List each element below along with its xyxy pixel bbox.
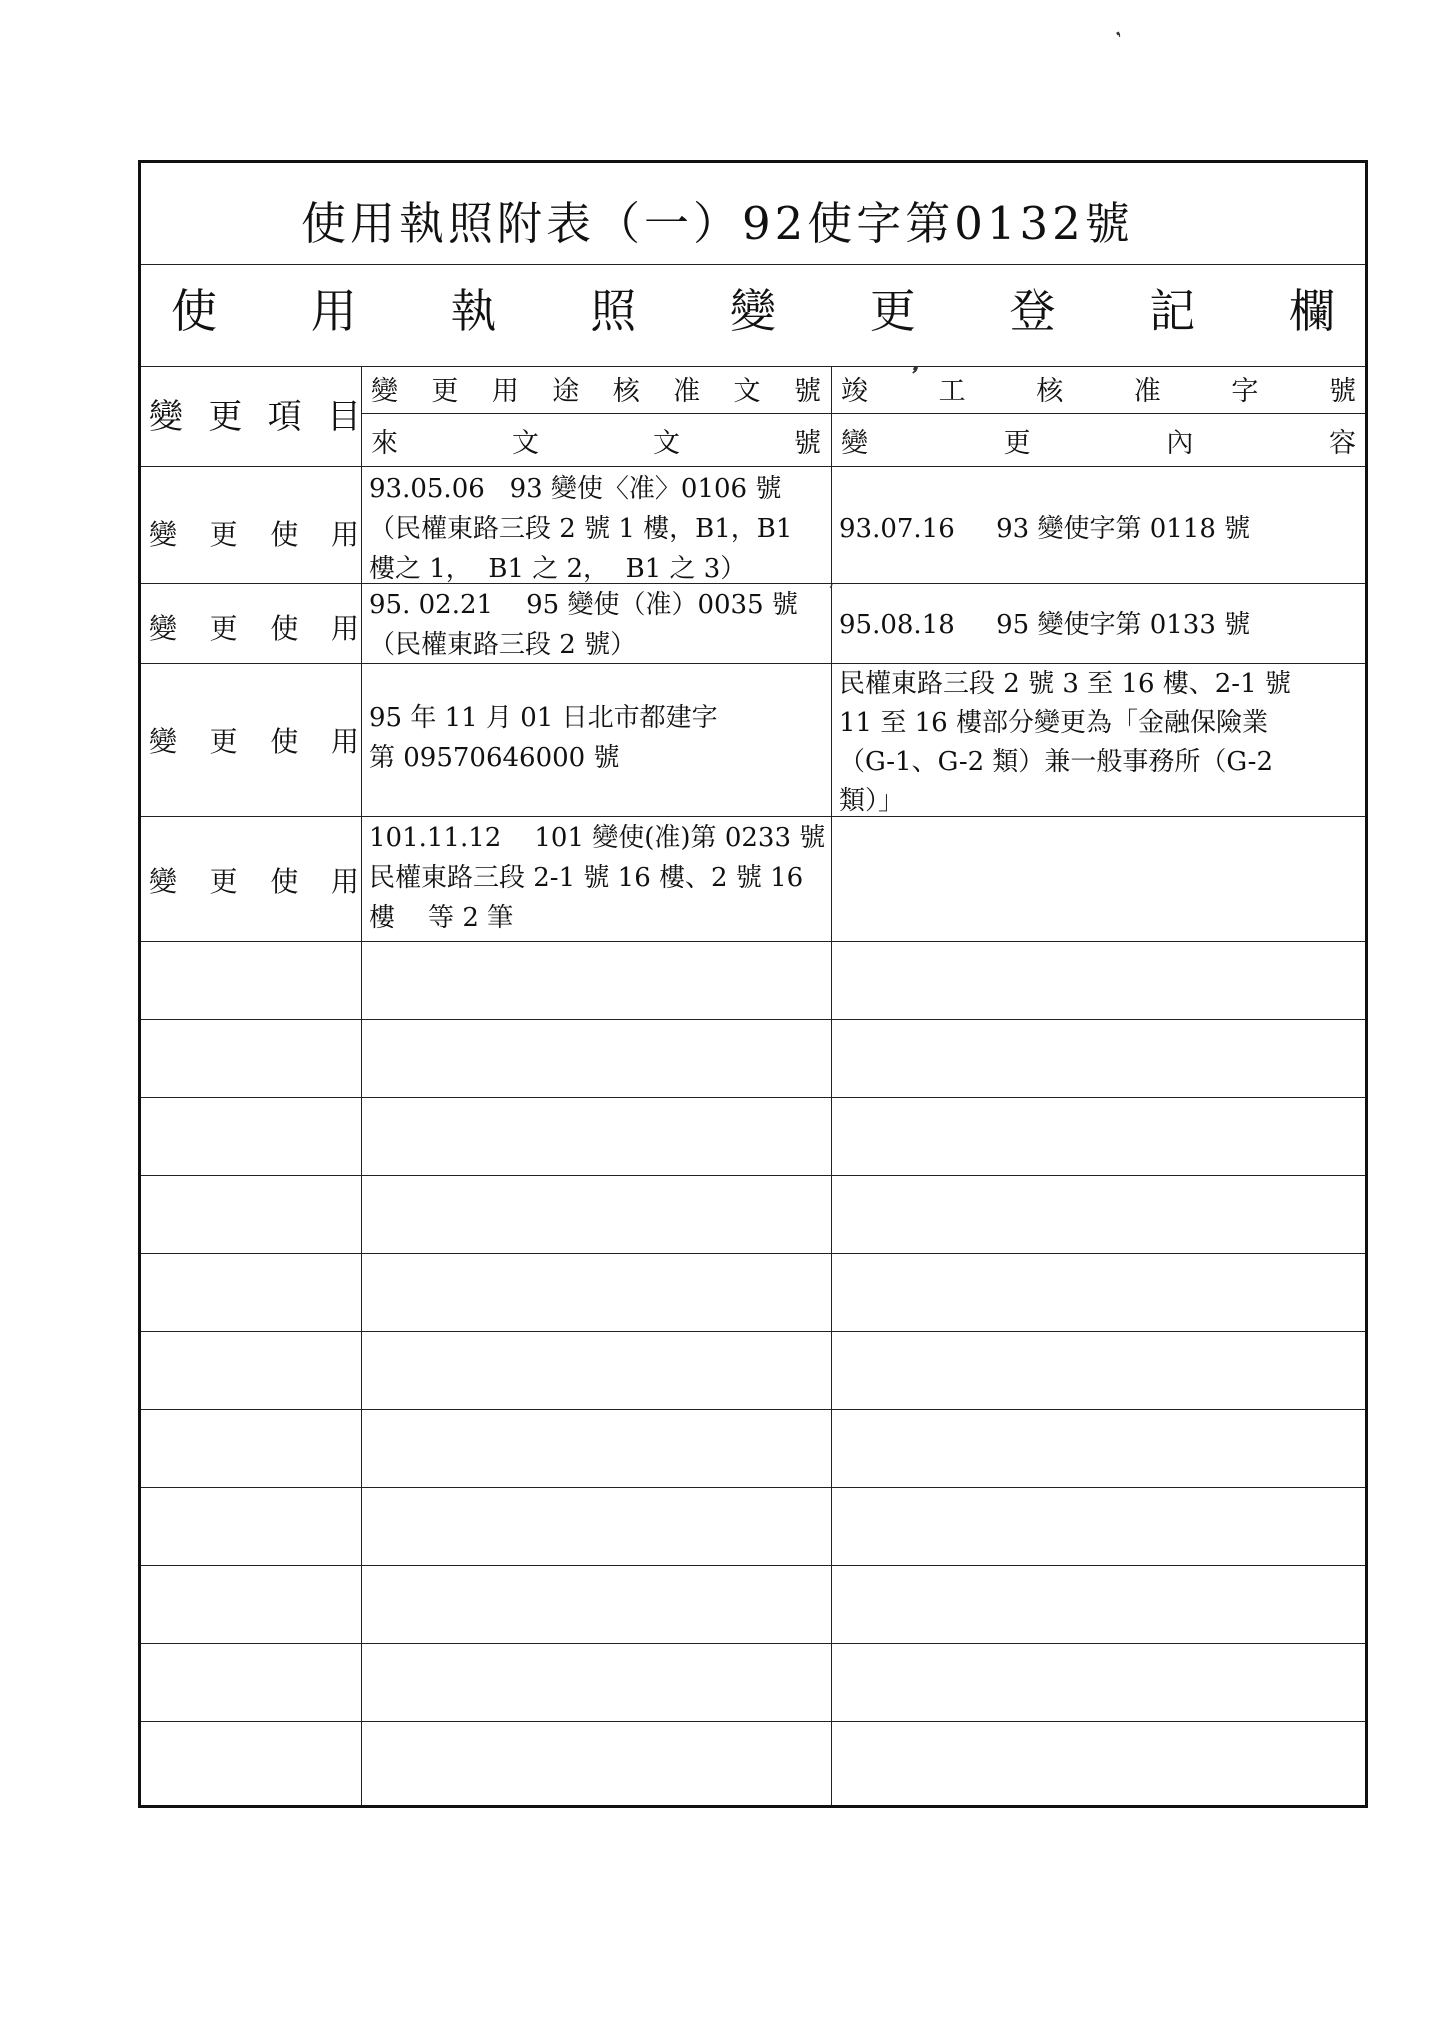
header-completion-no bbox=[841, 369, 1356, 408]
row-divider bbox=[141, 663, 1365, 664]
header-char: 號 bbox=[794, 428, 821, 459]
scan-speck: ❜ bbox=[1113, 27, 1128, 48]
item-char: 變 bbox=[149, 612, 178, 645]
subtitle-char: 記 bbox=[1149, 284, 1196, 338]
subtitle-char: 照 bbox=[590, 284, 637, 338]
header-char: 工 bbox=[938, 376, 966, 407]
item-char: 使 bbox=[270, 865, 299, 898]
row-content: 民權東路三段 2 號 3 至 16 樓、2-1 號 11 至 16 樓部分變更為「金融保險業 （G-1、G-2 類）兼一般事務所（G-2 類）」 bbox=[839, 669, 1291, 816]
header-char: 用 bbox=[491, 376, 519, 407]
item-char: 用 bbox=[330, 865, 359, 898]
row-change-item bbox=[149, 860, 359, 900]
item-char: 更 bbox=[209, 612, 238, 645]
item-char: 變 bbox=[149, 725, 178, 758]
subtitle-char: 變 bbox=[730, 284, 776, 338]
row-change-item bbox=[149, 607, 359, 647]
row-divider bbox=[141, 941, 1365, 942]
empty-row-divider bbox=[141, 1487, 1365, 1488]
item-char: 使 bbox=[270, 725, 299, 758]
header-char: 途 bbox=[552, 376, 580, 407]
subtitle-char: 登 bbox=[1009, 284, 1056, 338]
header-char: 更 bbox=[431, 376, 459, 407]
rule bbox=[141, 264, 1365, 265]
item-char: 用 bbox=[330, 725, 359, 758]
scan-speck: ❜ bbox=[904, 362, 922, 389]
rule bbox=[141, 366, 1365, 367]
license-table bbox=[138, 160, 1368, 1808]
column-divider bbox=[361, 366, 362, 1805]
item-char: 使 bbox=[270, 518, 299, 551]
header-char: 目 bbox=[326, 397, 361, 437]
header-char: 變 bbox=[371, 376, 398, 407]
subtitle-char: 欄 bbox=[1289, 284, 1335, 338]
scan-speck: , bbox=[829, 571, 835, 590]
rule bbox=[361, 413, 1365, 414]
header-char: 來 bbox=[371, 428, 398, 459]
item-char: 更 bbox=[209, 518, 238, 551]
header-char: 內 bbox=[1166, 428, 1194, 459]
row-content: 95.08.18 95 變使字第 0133 號 bbox=[839, 610, 1251, 640]
row-divider bbox=[141, 816, 1365, 817]
item-char: 用 bbox=[330, 518, 359, 551]
header-change-item bbox=[149, 389, 361, 438]
header-char: 項 bbox=[267, 397, 302, 437]
header-char: 文 bbox=[512, 428, 539, 459]
item-char: 使 bbox=[270, 612, 299, 645]
item-char: 更 bbox=[209, 725, 238, 758]
row-content: 93.07.16 93 變使字第 0118 號 bbox=[839, 514, 1251, 544]
empty-row-divider bbox=[141, 1019, 1365, 1020]
header-char: 容 bbox=[1328, 428, 1356, 459]
rule bbox=[141, 466, 1365, 467]
header-char: 更 bbox=[208, 397, 243, 437]
header-char: 准 bbox=[673, 376, 701, 407]
header-char: 更 bbox=[1003, 428, 1031, 459]
header-char: 字 bbox=[1231, 376, 1259, 407]
header-char: 號 bbox=[793, 376, 821, 407]
row-doc-no: 95 年 11 月 01 日北市都建字 第 09570646000 號 bbox=[369, 703, 718, 773]
empty-row-divider bbox=[141, 1721, 1365, 1722]
row-doc-no: 93.05.06 93 變使〈准〉0106 號 （民權東路三段 2 號 1 樓，B1，B1 樓之 1， B1 之 2， B1 之 3） bbox=[369, 474, 793, 584]
header-usage-approval-no bbox=[371, 369, 821, 408]
empty-row-divider bbox=[141, 1331, 1365, 1332]
row-doc-no: 101.11.12 101 變使(准)第 0233 號 民權東路三段 2-1 號 16 樓、2 號 16 樓 等 2 筆 bbox=[369, 823, 826, 933]
item-char: 變 bbox=[149, 865, 178, 898]
header-char: 核 bbox=[1036, 376, 1064, 407]
row-doc-no: 95. 02.21 95 變使（准）0035 號 （民權東路三段 2 號） bbox=[369, 590, 798, 660]
empty-row-divider bbox=[141, 1643, 1365, 1644]
header-change-content bbox=[841, 421, 1356, 460]
item-char: 更 bbox=[209, 865, 238, 898]
header-char: 文 bbox=[733, 376, 761, 407]
row-change-item bbox=[149, 720, 359, 760]
empty-row-divider bbox=[141, 1253, 1365, 1254]
empty-row-divider bbox=[141, 1175, 1365, 1176]
header-char: 竣 bbox=[841, 376, 868, 407]
subtitle-char: 更 bbox=[869, 284, 916, 338]
subtitle-char: 執 bbox=[450, 284, 497, 338]
empty-row-divider bbox=[141, 1409, 1365, 1410]
page-title: 使用執照附表（一）92使字第0132號 bbox=[301, 197, 1134, 250]
header-char: 准 bbox=[1133, 376, 1161, 407]
row-divider bbox=[141, 583, 1365, 584]
header-char: 號 bbox=[1328, 376, 1356, 407]
header-char: 變 bbox=[841, 428, 868, 459]
header-incoming-doc-no bbox=[371, 421, 821, 460]
header-char: 變 bbox=[149, 397, 183, 437]
subtitle-char: 用 bbox=[310, 284, 357, 338]
section-subtitle bbox=[171, 275, 1335, 341]
empty-row-divider bbox=[141, 1565, 1365, 1566]
subtitle-char: 使 bbox=[171, 284, 217, 338]
item-char: 用 bbox=[330, 612, 359, 645]
header-char: 文 bbox=[653, 428, 680, 459]
empty-row-divider bbox=[141, 1097, 1365, 1098]
item-char: 變 bbox=[149, 518, 178, 551]
row-change-item bbox=[149, 513, 359, 553]
header-char: 核 bbox=[612, 376, 640, 407]
